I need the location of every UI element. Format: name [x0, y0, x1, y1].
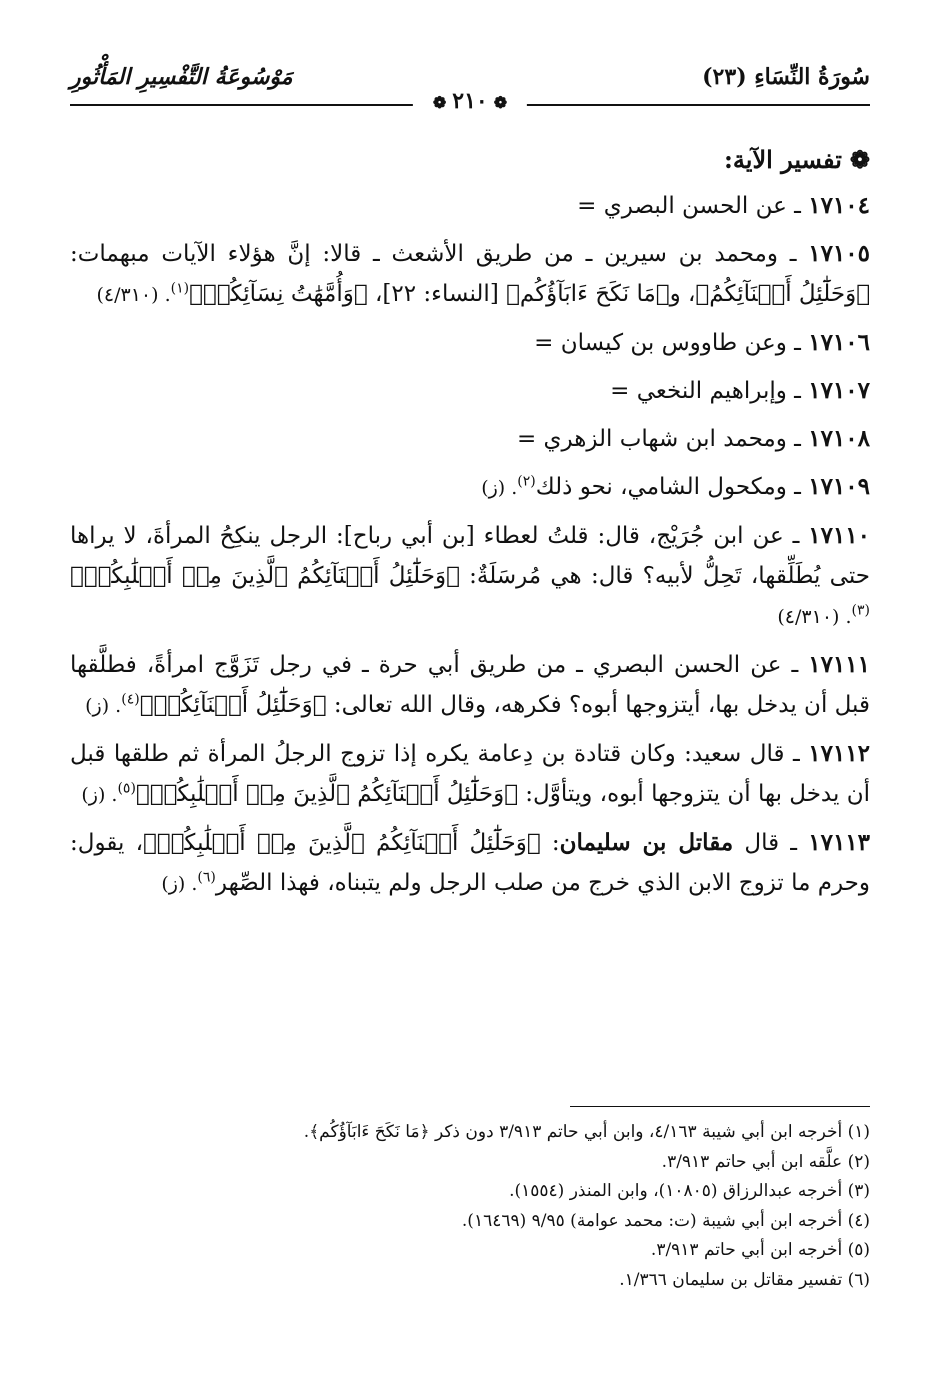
entry-number: ١٧١١٠: [808, 522, 870, 549]
entry-number: ١٧١١٣: [808, 829, 871, 856]
flower-icon: ❁: [849, 145, 870, 174]
entry-text: ـ ومحمد ابن شهاب الزهري =: [516, 426, 809, 452]
surah-title: سُورَةُ النِّسَاءِ (٢٣): [702, 64, 870, 90]
entry-number: ١٧١٠٦: [808, 329, 870, 356]
entry-text: ـ وإبراهيم النخعي =: [610, 378, 809, 404]
entry-reference: . (ز): [481, 477, 518, 499]
entry-reference: . (ز): [161, 873, 198, 895]
entry-17105: [70, 234, 870, 315]
page-header: [70, 60, 870, 120]
footnote-marker[interactable]: (٣): [851, 602, 870, 619]
entry-17108: [70, 419, 870, 459]
entry-17111: [70, 645, 870, 726]
footnote-marker[interactable]: (٢): [517, 473, 536, 490]
footnote-5: (٥) أخرجه ابن أبي حاتم ٣/٩١٣.: [650, 1240, 870, 1260]
footnote-marker[interactable]: (٥): [117, 780, 136, 797]
entry-number: ١٧١٠٨: [808, 425, 870, 452]
entry-17112: [70, 734, 870, 815]
entry-reference: . (٤/٣١٠): [777, 606, 852, 628]
entry-17104: [70, 186, 870, 226]
entry-reference: . (ز): [85, 695, 122, 717]
entry-text: ـ عن ابن جُرَيْج، قال: قلتُ لعطاء [بن أبي رباح]: الرجل ينكِحُ المرأةَ، لا يراها حتى يُطَلِّقها، تَحِلُّ لأبيه؟ قال: هي مُرسَلَةٌ: ﴿وَحَلَٰٓئِلُ أَبۡنَآئِكُمُ ٱلَّذِينَ مِنۡ أَصۡلَٰبِكُمۡ﴾: [70, 523, 870, 589]
footnote-3: (٣) أخرجه عبدالرزاق (١٠٨٠٥)، وابن المنذر (١٥٥٤).: [509, 1181, 870, 1201]
footnote-4: (٤) أخرجه ابن أبي شيبة (ت: محمد عوامة) ٩/٩٥ (١٦٤٦٩).: [461, 1210, 870, 1231]
main-text: [70, 140, 870, 912]
footnote-6: (٦) تفسير مقاتل بن سليمان ١/٣٦٦.: [619, 1269, 870, 1290]
footnote-marker[interactable]: (١): [170, 280, 190, 297]
section-heading: [70, 140, 870, 180]
entry-text: ـ قال: [733, 830, 809, 856]
footnote-rule: [570, 1106, 870, 1107]
entry-17113: [70, 823, 870, 904]
entry-text: ـ وعن طاووس بن كيسان =: [534, 330, 809, 356]
entry-17107: [70, 371, 870, 411]
page-number-box: [413, 88, 527, 114]
ornament-icon: ❁: [432, 93, 447, 112]
entry-text: ـ قال سعيد: وكان قتادة بن دِعامة يكره إذا تزوج الرجلُ المرأة ثم طلقها قبل أن يدخل بها أن يتزوجها أبوه، ويتأوَّل: ﴿وَحَلَٰٓئِلُ أَبۡنَآئِكُمُ ٱلَّذِينَ مِنۡ أَصۡلَٰبِكُمۡ﴾: [70, 741, 870, 807]
entry-number: ١٧١٠٩: [808, 473, 870, 500]
footnote-1: (١) أخرجه ابن أبي شيبة ٤/١٦٣، وابن أبي حاتم ٣/٩١٣ دون ذكر ﴿مَا نَكَحَ ءَابَآؤُكُم﴾.: [303, 1122, 870, 1142]
footnote-marker[interactable]: (٤): [121, 691, 140, 708]
footnote-2: (٢) علَّقه ابن أبي حاتم ٣/٩١٣.: [661, 1151, 870, 1172]
entry-number: ١٧١٠٧: [808, 377, 870, 404]
entry-17109: [70, 467, 870, 508]
entry-17110: [70, 516, 870, 637]
entry-text: ـ عن الحسن البصري =: [577, 193, 809, 219]
entry-number: ١٧١٠٥: [808, 240, 870, 267]
ornament-icon: ❁: [493, 93, 508, 112]
entry-text: ـ ومكحول الشامي، نحو ذلك: [535, 474, 809, 500]
entry-number: ١٧١٠٤: [808, 192, 870, 219]
entry-reference: . (ز): [81, 784, 118, 806]
entry-17106: [70, 323, 870, 363]
footnotes: [70, 1118, 870, 1295]
entry-number: ١٧١١٢: [808, 740, 870, 767]
author-name: مقاتل بن سليمان: [559, 829, 734, 856]
footnote-marker[interactable]: (٦): [197, 869, 216, 886]
entry-text: ـ ومحمد بن سيرين ـ من طريق الأشعث ـ قالا: إنَّ هؤلاء الآيات مبهمات: ﴿وَحَلَٰٓئِلُ أَبۡنَآئِكُمُ﴾، و﴿مَا نَكَحَ ءَابَآؤُكُم﴾ [النساء: ٢٢]، ﴿وَأُمَّهَٰتُ نِسَآئِكُمۡ﴾: [70, 241, 870, 307]
section-title: تفسير الآية:: [724, 145, 842, 174]
entry-reference: . (٤/٣١٠): [96, 284, 171, 306]
book-title: مَوْسُوعَةُ التَّفْسِيرِ المَأْثُورِ: [70, 64, 293, 90]
page-number: ٢١٠: [452, 88, 488, 114]
entry-text-continued: : ﴿وَحَلَٰٓئِلُ أَبۡنَآئِكُمُ ٱلَّذِينَ مِنۡ أَصۡلَٰبِكُمۡ﴾، يقول: وحرم ما تزوج الابن الذي خرج من صلب الرجل ولم يتبناه، فهذا الصِّهر: [70, 830, 870, 896]
entry-number: ١٧١١١: [808, 651, 870, 678]
entry-text: ـ عن الحسن البصري ـ من طريق أبي حرة ـ في رجل تَزَوَّج امرأةً، فطلَّقها قبل أن يدخل بها، أيتزوجها أبوه؟ فكرهه، وقال الله تعالى: ﴿وَحَلَٰٓئِلُ أَبۡنَآئِكُمۡ﴾: [70, 652, 870, 718]
